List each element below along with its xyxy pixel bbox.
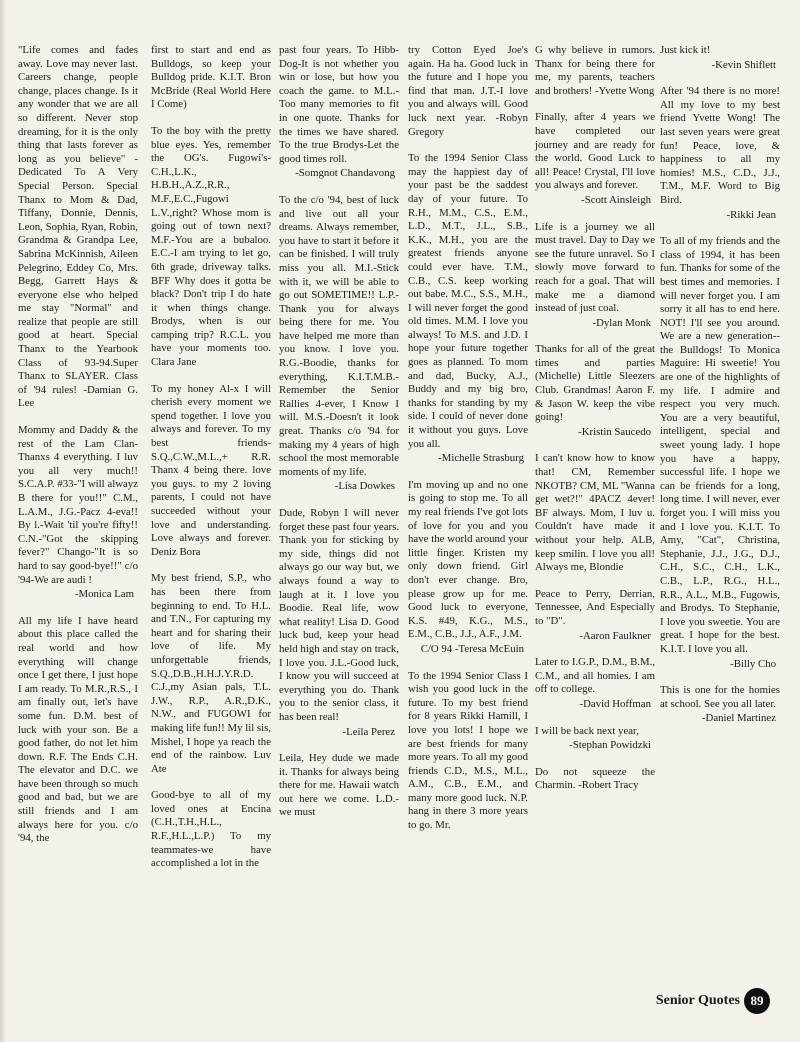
quote-block — [279, 752, 399, 820]
section-title: Senior Quotes — [655, 993, 740, 1008]
quote-block — [660, 85, 780, 222]
quote-text: Mommy and Daddy & the rest of the Lam Clan-Thanxs 4 everything. I luv you all very much!! S.C.A.P. #33-"I will alwayz B there for you!!" C.M., L.A.M., J.G.-Pacz 4-eva!! By l.-Wait 'til you're fifty!! C.N.-"Got the skipping fever?" Chango-"It is so hard to say good-bye!!" c/o '94-We are audi ! — [18, 424, 138, 586]
quote-block — [535, 656, 655, 711]
quote-block — [151, 789, 271, 871]
quote-text: Peace to Perry, Derrian, Tennessee, And Especially to "D". — [535, 587, 655, 627]
quote-text: After '94 there is no more! All my love to my best friend Yvette Wong! The last seven years were great fun! Peace, love, & happiness to all my homies! M.S., C.D., J.J., T.M., M.F. Word to Big Bird. — [660, 85, 780, 206]
page-footer — [656, 988, 770, 1014]
quote-text: Good-bye to all of my loved ones at Encina (C.H.,T.H.,H.L., R.F.,H.L.,L.P.) To my teammates-we have accomplished a lot in the — [151, 789, 271, 870]
quote-author: -Leila Perez — [342, 725, 395, 738]
quote-text: Thanks for all of the great times and parties (Michelle) Little Sleezers Club. Grandmas! Aaron F. & Jason W. keep the vibe going! — [535, 343, 655, 424]
quote-block — [660, 684, 780, 726]
quote-author: -David Hoffman — [579, 697, 651, 710]
quote-text: I'm moving up and no one is going to stop me. To all my real friends I've got lots of love for you and you have the world around your little finger. Kristen my only down friend. Girl don't ever change. Bro, please grow up for me. Good luck to everyone, K.S. #49, K.G., M.S., E.M., C.B., J.J., A.F., J.M. — [408, 478, 528, 641]
quote-block — [151, 125, 271, 370]
quote-block — [18, 424, 138, 602]
senior-quotes-page — [12, 44, 792, 984]
quote-text: Later to I.G.P., D.M., B.M., C.M., and all homies. I am off to college. — [535, 656, 655, 696]
quote-text: To all of my friends and the class of 1994, it has been fun. Thanks for some of the best times and memories. I will never forget you. I am sorry it all has to end here. NOT! I'll see you around. We are a new generation--the Bulldogs! To Monica Maguire: Hi sweetie! You are one of the highlights of my life. I admire and respect you very much. You are a very beautiful, intelligent, special and sweet young lady. I hope you have a happy, successful life. I hope we can be friends for a long, long time. I will never, ever forget you. I will miss you and I love you. K.I.T. To Amy, "Cat", Christina, Stephanie, J.J., J.G., D.J., C.H., S.C., C.H., L.K., C.B., L.P., R.G., H.L., R.R., A.L., M.B., Fugowis, and Brodys. To Stephanie, I love you sweetie. You are great. I hope for the best. K.I.T. I love you all. — [660, 235, 780, 655]
quote-text: first to start and end as Bulldogs, so keep your Bulldog pride. K.I.T. Bron McBride (Real World Here I Come) — [151, 44, 271, 111]
quote-block — [535, 452, 655, 574]
quote-author: -Rikki Jean — [726, 208, 776, 221]
quote-block — [535, 44, 655, 98]
quote-author: -Stephan Powidzki — [569, 739, 651, 752]
quote-author: -Kevin Shiflett — [711, 58, 776, 71]
quote-text: Leila, Hey dude we made it. Thanks for always being there for me. Hawaii watch out here we come. L.D.- we must — [279, 752, 399, 819]
quote-block — [18, 44, 138, 411]
quote-text: To the 1994 Senior Class may the happiest day of your past be the saddest day of your future. To R.H., M.M., C.S., E.M., L.D., M.T., J.L., S.B., K.K., M.H., you are the greatest friends anyone could ever have. T.M., C.B., C.S. keep working out babe. M.C., S.S., M.H., I will never forget the good old times. M.M. I love you always! To M.S. and J.D. I hope your future together goes as planned. To mom and dad, Bucky, A.J., Buddy and my big bro, thanks for standing by my side. I could of never done it without you guys. Love you all. — [408, 152, 528, 450]
page-number-badge: 89 — [744, 988, 770, 1014]
quote-block — [279, 44, 399, 181]
quote-block — [279, 194, 399, 494]
quote-block — [408, 152, 528, 466]
quote-text: past four years. To Hibb-Dog-It is not whether you win or lose, but how you coach the game. to M.L.-Too many memories to fit in one quote. Thanks for the times we have shared. To the true Brodys-Let the good times roll. — [279, 44, 399, 165]
column-5 — [535, 44, 655, 806]
quote-block — [151, 44, 271, 112]
quote-block — [18, 615, 138, 846]
quote-author: -Billy Cho — [730, 657, 776, 670]
quote-author: -Scott Ainsleigh — [581, 193, 651, 206]
quote-block — [535, 343, 655, 439]
quote-author: C/O 94 -Teresa McEuin — [420, 642, 524, 655]
quote-block — [408, 670, 528, 833]
quote-author: -Dylan Monk — [592, 316, 651, 329]
quote-text: To the 1994 Senior Class I wish you good luck in the future. To my best friend for 8 years Rikki Hamill, I love you lots! I hope we are best friends for many more years. To all my good friends C.D., M.S., M.L., A.M., C.B., E.M., and many more good luck. N.P. hang in there 3 more years to go. Mr. — [408, 669, 528, 832]
quote-text: G why believe in rumors. Thanx for being there for me, my parents, teachers and brothers! -Yvette Wong — [535, 44, 655, 97]
quote-text: To the boy with the pretty blue eyes. Yes, remember the OG's. Fugowi's-C.H.,L.K., H.B.H.,A.Z.,R.R., M.F.,E.C.,Fugowi L.V.,right? Whose mom is going out of town next? M.F.-You are a bubaloo. E.C.-I am trying to let go, 6th grade, driveway talks. BFF Why does it gotta be black? Don't trip I do hate it when things change. Brodys, when is our camping trip? R.C.L. you have your moments too. Clara Jane — [151, 124, 271, 369]
quote-text: I can't know how to know that! CM, Remember NKOTB? CM, ML "Wanna get wet?!" 4PACZ 4ever! BF always. Mom, I luv u. Couldn't have made it without your help. ALB, keep smilin. I love you all! Always me, Blondie — [535, 452, 655, 574]
column-2 — [151, 44, 271, 884]
quote-author: -Aaron Faulkner — [579, 629, 651, 642]
quote-block — [279, 507, 399, 739]
quote-block — [535, 221, 655, 331]
quote-block — [535, 111, 655, 207]
quote-block — [660, 44, 780, 72]
quote-text: I will be back next year, — [535, 724, 639, 737]
quote-block — [408, 44, 528, 139]
quote-text: This is one for the homies at school. See you all later. — [660, 684, 780, 710]
quote-author: -Kristin Saucedo — [578, 425, 651, 438]
quote-text: To my honey Al-x I will cherish every moment we spend together. I love you always and forever. To my best friends-S.Q.,C.W.,M.L.,+ R.R. Thanx 4 being there. love you guys. to my 2 loving parents, I could not have succeeded without your love and understanding. Love always and forever. Deniz Bora — [151, 382, 271, 558]
quote-text: To the c/o '94, best of luck and live out all your dreams. Always remember, you have to start it before it can be finished. I will truly miss you all. M.I.-Stick with it, we will be able to go out SOMETIME!! L.P.-Thank you for always being there for me. You have helped me more than you know. I love you. R.G.-Boodie, thanks for everything, K.I.T.M.B.-Remember the Senior Rallies 4-ever, I Know I will. M.S.-Doesn't it look great. Thanks c/o '94 for making my 4 years of high school the most memorable moments of my life. — [279, 193, 399, 478]
column-4 — [408, 44, 528, 846]
quote-block — [535, 588, 655, 643]
column-3 — [279, 44, 399, 833]
quote-text: Just kick it! — [660, 44, 711, 56]
quote-text: My best friend, S.P., who has been there from beginning to end. To H.L. and T.N., For capturing my heart and for sharing their love of life. My unforgettable friends, S.Q.,D.B.,H.H.J.Y.R.D. C.J.,my Asian pals, T.L. J.W., R.P., A.R.,D.K., N.W., and FUGOWI for making life fun!! My lil sis, Mishel, I hope ya reach the end of the rainbow. Luv Ate — [151, 572, 271, 775]
quote-block — [535, 725, 655, 753]
quote-block — [151, 572, 271, 776]
quote-block — [408, 479, 528, 657]
quote-text: All my life I have heard about this place called the real world and how everything will change once I get there, I just hope I am ready. To M.R.,R.S., I am finally out, let's have some fun. D.M. best of luck with your son. Be a good father, do not let him down. R.F. The Ends C.H. The elevator and D.C. we have been through so much good and bad, but we are still friends and I am always here for you. c/o '94, the — [18, 614, 138, 845]
quote-block — [535, 766, 655, 793]
quote-author: -Lisa Dowkes — [334, 480, 395, 493]
quote-text: Do not squeeze the Charmin. -Robert Tracy — [535, 765, 655, 792]
column-6 — [660, 44, 780, 739]
column-1 — [18, 44, 138, 859]
quote-text: Life is a journey we all must travel. Day to Day we see the future unravel. So I slowly move forward to reach for a goal. That will make me a diamond instead of just coal. — [535, 220, 655, 315]
quote-text: Finally, after 4 years we have completed our journey and are ready for the world. Good Luck to all! Peace! Crystal, I'll love you always and forever. — [535, 111, 655, 192]
quote-author: -Daniel Martinez — [701, 712, 776, 725]
quote-author: -Somgnot Chandavong — [295, 167, 395, 180]
quote-text: try Cotton Eyed Joe's again. Ha ha. Good luck in the future and I hope you find that man. J.T.-I love you and always will. Good luck next year. -Robyn Gregory — [408, 44, 528, 138]
quote-block — [151, 383, 271, 560]
quote-block — [660, 235, 780, 671]
quote-author: -Monica Lam — [74, 588, 134, 601]
quote-text: "Life comes and fades away. Love may never last. Careers change, people change, places change. Is it any wonder that we are all so different. Never stop dreaming, for it is the only thing that lasts forever as long as you believe" -Dedicated To A Very Special Person. Special Thanx to Mom & Dad, Tiffany, Donnie, Dennis, Leon, Sophia, Ryan, Robin, Grandma & Grandpa Lee, Sabrina McKinnish, Aileen Pelegrino, Eddey Co, Mrs. Begg, Garrett Hays & everyone else who helped me stay "Normal" and realize that people are still good at heart. Special Thanx to the Yearbook Class of 93-94.Super Thanx to SLAYER. Class of '94 rules! -Damian G. Lee — [18, 44, 138, 410]
page-edge-shadow — [0, 0, 6, 1042]
quote-author: -Michelle Strasburg — [438, 452, 524, 465]
quote-text: Dude, Robyn I will never forget these past four years. Thank you for sticking by my side, things did not always go our way but, we always found a way to laugh at it. I love you Boodie. Real life, wow what reality! Lisa D. Good luck bud, keep your head held high and stay on track, I love you. J.L.-Good luck, I know you will succeed at everything you do. Thank you to the senior class, it has been real! — [279, 507, 399, 723]
